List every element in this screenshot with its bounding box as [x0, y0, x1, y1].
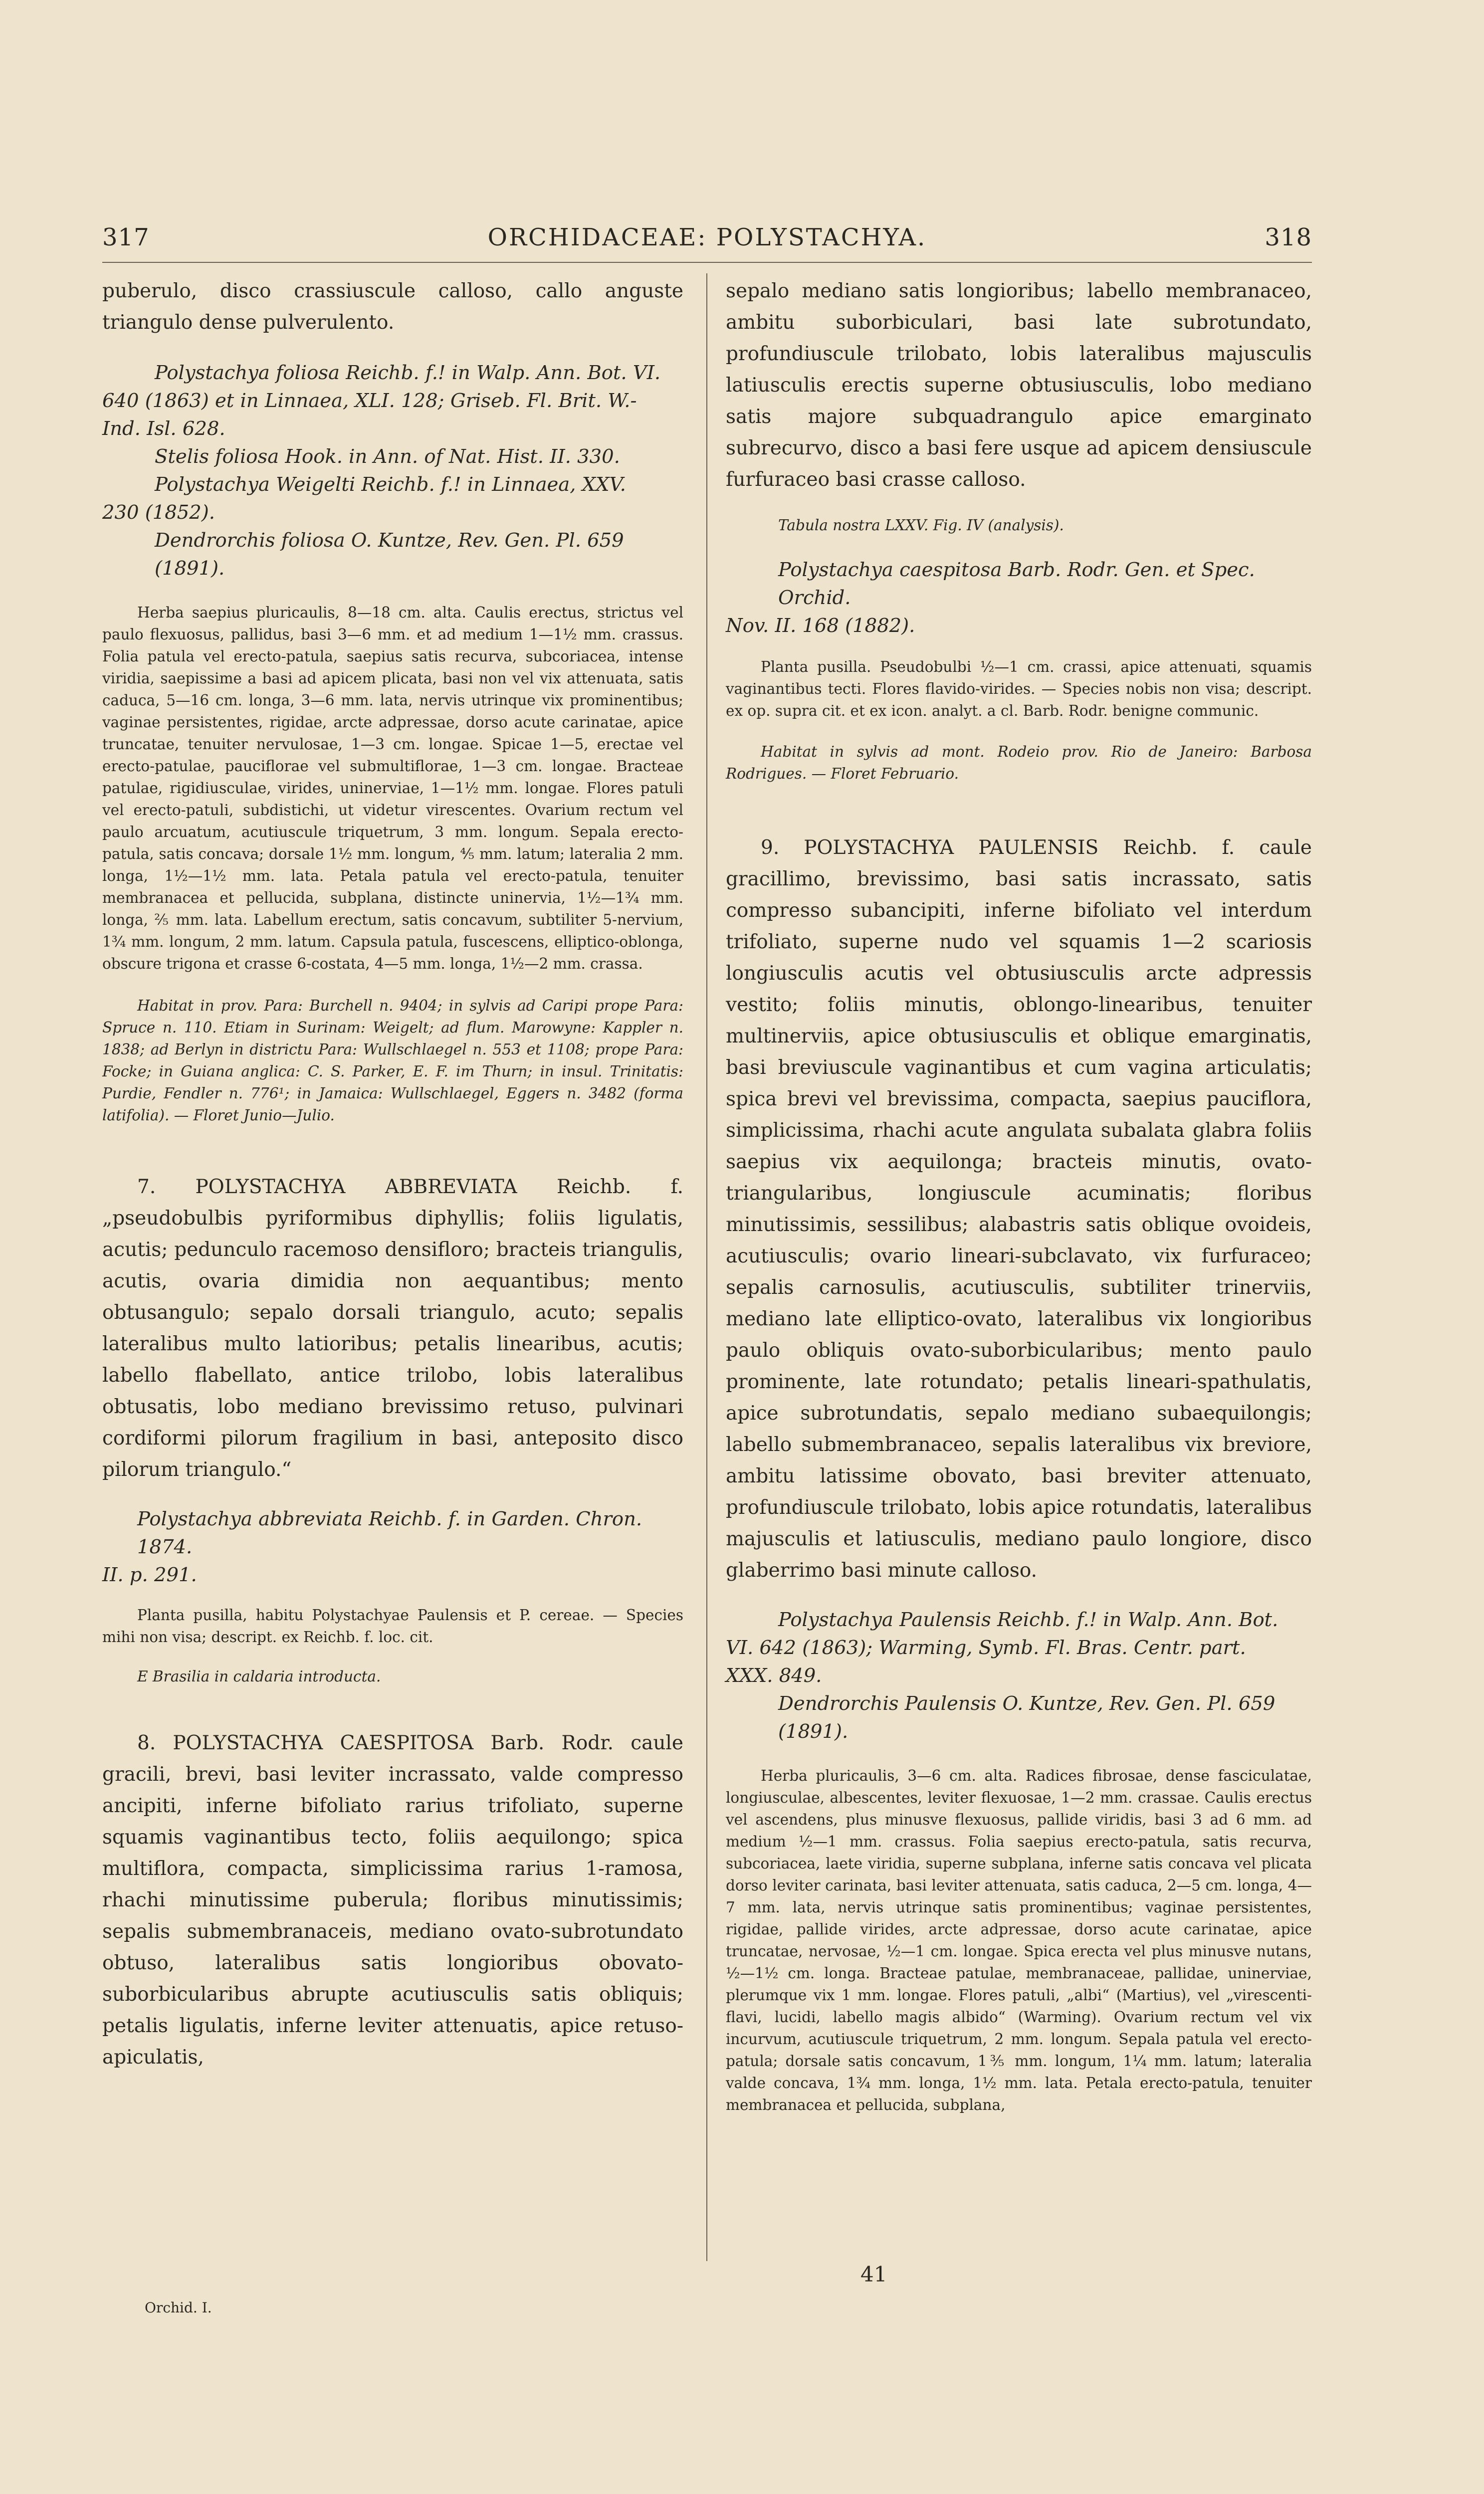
synonym-line: Polystachya Weigelti Reichb. f.! in Linnaea, XXV.: [155, 473, 626, 496]
description-caespitosa: Planta pusilla. Pseudobulbi ½—1 cm. crassi, apice attenuati, squamis vaginantibus tecti. Flores flavido-virides. — Species nobis non visa; descript. ex op. supra cit. et ex icon. analyt. a cl. Barb. Rodr. benigne communic.: [726, 658, 1312, 719]
plate-reference: Tabula nostra LXXV. Fig. IV (analysis).: [778, 517, 1064, 534]
species-7-entry: [102, 1171, 683, 1485]
habitat-caespitosa: Habitat in sylvis ad mont. Rodeio prov. Rio de Janeiro: Barbosa Rodrigues. — Floret Februario.: [726, 743, 1312, 782]
species-7-diagnosis: „pseudobulbis pyriformibus diphyllis; foliis ligulatis, acutis; pedunculo racemoso densifloro; bracteis triangulis, acutis, ovaria dimidia non aequantibus; mento obtusangulo; sepalo dorsali triangulo, acuto; sepalis lateralibus multo latioribus; petalis linearibus, acutis; labello flabellato, antice trilobo, lobis lateralibus obtusatis, lobo mediano brevissimo retuso, pulvinari cordiformi pilorum fragilium in basi, anteposito disco pilorum triangulo.“: [102, 1207, 683, 1481]
habitat-foliosa: Habitat in prov. Para: Burchell n. 9404; in sylvis ad Caripi prope Para: Spruce n. 110. Etiam in Surinam: Weigelt; ad flum. Marowyne: Kappler n. 1838; ad Berlyn in districtu Para: Wullschlaegel n. 553 et 1108; prope Para: Focke; in Guiana anglica: C. S. Parker, E. F. im Thurn; in insul. Trinitatis: Purdie, Fendler n. 776¹; in Jamaica: Wullschlaegel, Eggers n. 3482 (forma latifolia). — Floret Junio—Julio.: [102, 997, 683, 1124]
sheet-number: 41: [860, 2262, 887, 2286]
species-7-heading: 7. POLYSTACHYA ABBREVIATA Reichb. f.: [137, 1176, 683, 1198]
species-9-entry: [726, 832, 1312, 1586]
habitat-abbreviata: E Brasilia in caldaria introducta.: [137, 1668, 381, 1685]
species-9-heading: 9. POLYSTACHYA PAULENSIS Reichb. f.: [761, 836, 1235, 859]
header-rule: [102, 262, 1312, 263]
synonym-line: 640 (1863) et in Linnaea, XLI. 128; Griseb. Fl. Brit. W.-: [102, 390, 637, 412]
left-intro-text: puberulo, disco crassiuscule calloso, callo anguste triangulo dense pulverulento.: [102, 280, 683, 334]
synonym-line: XXX. 849.: [726, 1664, 822, 1687]
synonym-line: 230 (1852).: [102, 501, 215, 524]
synonymy-paulensis: [726, 1606, 1312, 1746]
species-8-entry: [102, 1727, 683, 2073]
running-title: ORCHIDACEAE: POLYSTACHYA.: [487, 223, 927, 251]
synonym-line: II. p. 291.: [102, 1564, 197, 1586]
right-column: [726, 275, 1312, 2116]
synonym-line: Polystachya abbreviata Reichb. f. in Garden. Chron. 1874.: [137, 1508, 642, 1558]
species-8-diagnosis: caule gracili, brevi, basi leviter incrassato, valde compresso ancipiti, inferne bifoliato rarius trifoliato, superne squamis vaginantibus tecto, foliis aequilongo; spica multiflora, compacta, simplicissima rarius 1-ramosa, rhachi minutissime puberula; floribus minutissimis; sepalis submembranaceis, mediano ovato-subrotundato obtuso, lateralibus satis longioribus obovato-suborbicularibus abrupte acutiusculis satis obliquis; petalis ligulatis, inferne leviter attenuatis, apice retuso-apiculatis,: [102, 1732, 683, 2069]
description-abbreviata: Planta pusilla, habitu Polystachyae Paulensis et P. cereae. — Species mihi non visa; descript. ex Reichb. f. loc. cit.: [102, 1607, 683, 1646]
right-page-number: 318: [1265, 223, 1312, 251]
left-column: [102, 275, 683, 2073]
synonym-line: VI. 642 (1863); Warming, Symb. Fl. Bras. Centr. part.: [726, 1637, 1246, 1659]
description-paulensis: Herba pluricaulis, 3—6 cm. alta. Radices fibrosae, dense fasciculatae, longiusculae, albescentes, leviter flexuosae, 1—2 mm. crassae. Caulis erectus vel ascendens, plus minusve flexuosus, pallide viridis, basi 3 ad 6 mm. ad medium ½—1 mm. crassus. Folia saepius erecto-patula, satis recurva, subcoriacea, laete viridia, superne subplana, inferne satis concava vel plicata dorso leviter carinata, basi leviter attenuata, satis caduca, 2—5 cm. longa, 4—7 mm. lata, nervis utrinque satis prominentibus; vaginae persistentes, rigidae, pallide virides, arcte adpressae, dorso acute carinatae, apice truncatae, nervosae, ½—1 cm. longae. Spica erecta vel plus minusve nutans, ½—1½ cm. longa. Bracteae patulae, membranaceae, pallidae, uninerviae, plerumque vix 1 mm. longae. Flores patuli, „albi“ (Martius), vel „virescenti-flavi, lucidi, labello magis albido“ (Warming). Ovarium rectum vel vix incurvum, acutiuscule triquetrum, 2 mm. longum. Sepala patula vel erecto-patula; dorsale satis concavum, 1⅗ mm. longum, 1¼ mm. latum; lateralia valde concava, 1¾ mm. longa, 1½ mm. lata. Petala erecto-patula, tenuiter membranacea et pellucida, subplana,: [726, 1767, 1312, 2113]
synonymy-foliosa: [102, 359, 683, 583]
column-divider: [706, 273, 707, 2261]
synonym-line: Dendrorchis Paulensis O. Kuntze, Rev. Gen. Pl. 659 (1891).: [778, 1692, 1275, 1743]
synonym-line: Polystachya caespitosa Barb. Rodr. Gen. et Spec. Orchid.: [778, 559, 1255, 609]
running-header: [102, 223, 1312, 258]
left-page-number: 317: [102, 223, 150, 251]
right-intro-text: sepalo mediano satis longioribus; labello membranaceo, ambitu suborbiculari, basi late subrotundato, profundiuscule trilobato, lobis lateralibus majusculis latiusculis erectis superne obtusiusculis, lobo mediano satis majore subquadrangulo apice emarginato subrecurvo, disco a basi fere usque ad apicem densiuscule furfuraceo basi crasse calloso.: [726, 280, 1312, 491]
synonym-line: Dendrorchis foliosa O. Kuntze, Rev. Gen. Pl. 659 (1891).: [155, 529, 624, 580]
signature-mark: Orchid. I.: [145, 2299, 212, 2316]
species-9-diagnosis: caule gracillimo, brevissimo, basi satis incrassato, satis compresso subancipiti, inferne bifoliato vel interdum trifoliato, superne nudo vel squamis 1—2 scariosis longiusculis acutis vel obtusiusculis arcte adpressis vestito; foliis minutis, oblongo-linearibus, tenuiter multinerviis, apice obtusiusculis et oblique emarginatis, basi breviuscule vaginantibus et cum vagina articulatis; spica brevi vel brevissima, compacta, saepius pauciflora, simplicissima, rhachi acute angulata subalata glabra foliis saepius vix aequilonga; bracteis minutis, ovato-triangularibus, longiuscule acuminatis; floribus minutissimis, sessilibus; alabastris satis oblique ovoideis, acutiusculis; ovario lineari-subclavato, vix furfuraceo; sepalis carnosulis, acutiusculis, subtiliter trinerviis, mediano late elliptico-ovato, lateralibus vix longioribus paulo obliquis ovato-suborbicularibus; mento paulo prominente, late rotundato; petalis lineari-spathulatis, apice subrotundatis, sepalo mediano subaequilongis; labello submembranaceo, sepalis lateralibus vix breviore, ambitu latissime obovato, basi breviter attenuato, profundiuscule trilobato, lobis apice rotundatis, lateralibus majusculis et latiusculis, mediano paulo longiore, disco glaberrimo basi minute calloso.: [726, 836, 1312, 1582]
synonym-line: Ind. Isl. 628.: [102, 417, 225, 440]
synonym-line: Stelis foliosa Hook. in Ann. of Nat. Hist. II. 330.: [155, 445, 620, 468]
description-foliosa: Herba saepius pluricaulis, 8—18 cm. alta. Caulis erectus, strictus vel paulo flexuosus, pallidus, basi 3—6 mm. et ad medium 1—1½ mm. crassus. Folia patula vel erecto-patula, saepius satis recurva, subcoriacea, intense viridia, saepissime a basi ad apicem plicata, basi non vel vix attenuata, satis caduca, 5—16 cm. longa, 3—6 mm. lata, nervis utrinque vix prominentibus; vaginae persistentes, rigidae, arcte adpressae, dorso acute carinatae, apice truncatae, tenuiter nervulosae, 1—3 cm. longae. Spicae 1—5, erectae vel erecto-patulae, pauciflorae vel submultiflorae, 1—3 cm. longae. Bracteae patulae, rigidiusculae, virides, uninerviae, 1—1½ mm. longae. Flores patuli vel erecto-patuli, subdistichi, ut videtur virescentes. Ovarium rectum vel paulo arcuatum, acutiuscule triquetrum, 3 mm. longum. Sepala erecto-patula, satis concava; dorsale 1½ mm. longum, ⅘ mm. latum; lateralia 2 mm. longa, 1½—1½ mm. lata. Petala patula vel erecto-patula, tenuiter membranacea et pellucida, subplana, distincte uninervia, 1½—1¾ mm. longa, ⅖ mm. lata. Labellum erectum, satis concavum, subtiliter 5-nervium, 1¾ mm. longum, 2 mm. latum. Capsula patula, fuscescens, elliptico-oblonga, obscure trigona et crasse 6-costata, 4—5 mm. longa, 1½—2 mm. crassa.: [102, 604, 683, 972]
synonymy-abbreviata: [102, 1505, 683, 1589]
species-8-heading: 8. POLYSTACHYA CAESPITOSA Barb. Rodr.: [137, 1732, 614, 1754]
synonym-line: Polystachya foliosa Reichb. f.! in Walp. Ann. Bot. VI.: [155, 362, 661, 384]
synonym-line: Nov. II. 168 (1882).: [726, 615, 915, 637]
synonym-line: Polystachya Paulensis Reichb. f.! in Walp. Ann. Bot.: [778, 1609, 1278, 1631]
synonymy-caespitosa: [726, 556, 1312, 640]
